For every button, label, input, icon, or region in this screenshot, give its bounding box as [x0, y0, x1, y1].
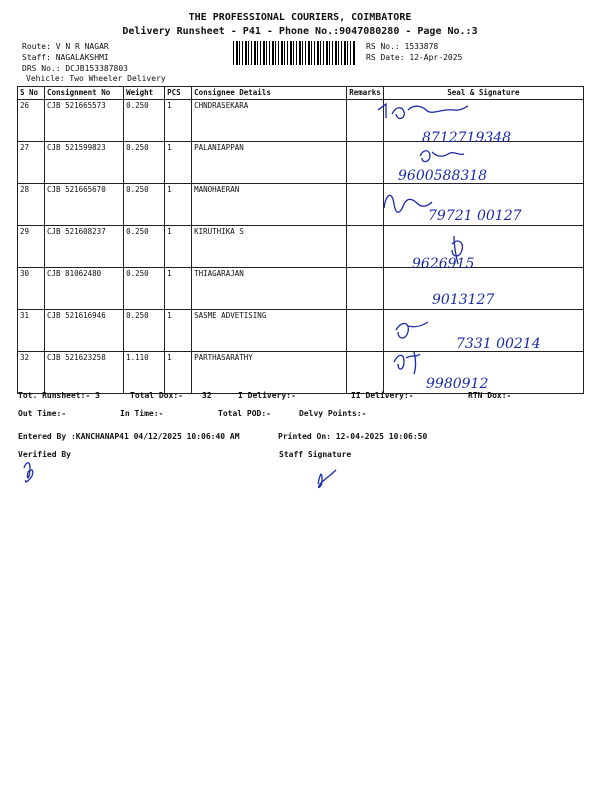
cell-consignee: KIRUTHIKA S: [192, 226, 347, 268]
rs-date: RS Date: 12-Apr-2025: [366, 53, 463, 62]
verified-by-label: Verified By: [18, 450, 71, 459]
handwritten-phone-row27: 9600588318: [398, 168, 488, 184]
total-pod-label: Total POD:-: [218, 409, 271, 418]
rtn-dox-label: RTN Dox:-: [468, 391, 512, 400]
delvy-points-label: Delvy Points:-: [299, 409, 367, 418]
cell-pcs: 1: [165, 184, 192, 226]
cell-consignee: CHNDRASEKARA: [192, 100, 347, 142]
total-dox-label: Total Dox:-: [130, 391, 183, 400]
cell-pcs: 1: [165, 310, 192, 352]
cell-sno: 28: [18, 184, 45, 226]
signature-row28: [384, 195, 432, 212]
col-consignee: Consignee Details: [192, 87, 347, 100]
total-dox-value: 32: [202, 391, 212, 400]
cell-weight: 0.250: [124, 142, 165, 184]
cell-pcs: 1: [165, 100, 192, 142]
cell-consignment: CJB 81062480: [45, 268, 124, 310]
cell-weight: 1.110: [124, 352, 165, 394]
cell-consignment: CJB 521608237: [45, 226, 124, 268]
printed-on: Printed On: 12-04-2025 10:06:50: [278, 432, 428, 441]
col-consignment: Consignment No: [45, 87, 124, 100]
handwritten-phone-row26: 8712719348: [422, 130, 512, 146]
cell-consignee: MANOHAERAN: [192, 184, 347, 226]
handwritten-phone-row31: 7331 00214: [456, 336, 541, 352]
signature-row32: [394, 352, 420, 374]
staff-label: Staff: NAGALAKSHMI: [22, 53, 109, 62]
i-delivery-label: I Delivery:-: [238, 391, 296, 400]
cell-consignment: CJB 521599823: [45, 142, 124, 184]
cell-weight: 0.250: [124, 100, 165, 142]
handwritten-phone-row28: 79721 00127: [428, 208, 522, 224]
runsheet-title: Delivery Runsheet - P41 - Phone No.:9047080280 - Page No.:3: [122, 26, 478, 37]
vehicle-label: Vehicle: Two Wheeler Delivery: [26, 74, 166, 83]
cell-pcs: 1: [165, 142, 192, 184]
cell-consignee: PALANIAPPAN: [192, 142, 347, 184]
col-weight: Weight: [124, 87, 165, 100]
tot-runsheet: Tot. Runsheet:- 3: [18, 391, 100, 400]
cell-consignment: CJB 521623258: [45, 352, 124, 394]
cell-consignment: CJB 521665573: [45, 100, 124, 142]
cell-consignment: CJB 521616946: [45, 310, 124, 352]
cell-sno: 32: [18, 352, 45, 394]
cell-weight: 0.250: [124, 184, 165, 226]
signature-row27: [420, 151, 464, 162]
cell-weight: 0.250: [124, 310, 165, 352]
drs-number: DRS No.: DCJB153387803: [22, 64, 128, 73]
cell-weight: 0.250: [124, 268, 165, 310]
in-time-label: In Time:-: [120, 409, 164, 418]
cell-consignment: CJB 521665670: [45, 184, 124, 226]
handwritten-phone-row29: 9626915: [412, 256, 475, 272]
cell-sno: 27: [18, 142, 45, 184]
handwritten-phone-row32: 9980912: [426, 376, 489, 392]
signature-row31: [396, 322, 428, 338]
handwritten-phone-row30: 9013127: [432, 292, 495, 308]
cell-sno: 26: [18, 100, 45, 142]
cell-sno: 31: [18, 310, 45, 352]
cell-consignee: THIAGARAJAN: [192, 268, 347, 310]
cell-weight: 0.250: [124, 226, 165, 268]
staff-signature-mark: [318, 470, 336, 487]
verified-by-signature: [24, 463, 33, 482]
cell-pcs: 1: [165, 268, 192, 310]
cell-consignee: SASME ADVETISING: [192, 310, 347, 352]
col-sno: S No: [18, 87, 45, 100]
col-remarks: Remarks: [347, 87, 384, 100]
route-label: Route: V N R NAGAR: [22, 42, 109, 51]
out-time-label: Out Time:-: [18, 409, 67, 418]
ii-delivery-label: II Delivery:-: [351, 391, 414, 400]
cell-consignee: PARTHASARATHY: [192, 352, 347, 394]
cell-pcs: 1: [165, 352, 192, 394]
company-title: THE PROFESSIONAL COURIERS, COIMBATORE: [188, 12, 412, 23]
col-pcs: PCS: [165, 87, 192, 100]
entered-by: Entered By :KANCHANAP41 04/12/2025 10:06:40 AM: [18, 432, 240, 441]
staff-signature-label: Staff Signature: [279, 450, 352, 459]
rs-number: RS No.: 1533878: [366, 42, 439, 51]
signature-row26: [378, 104, 468, 118]
col-signature: Seal & Signature: [383, 87, 583, 100]
cell-sno: 29: [18, 226, 45, 268]
cell-sno: 30: [18, 268, 45, 310]
cell-pcs: 1: [165, 226, 192, 268]
